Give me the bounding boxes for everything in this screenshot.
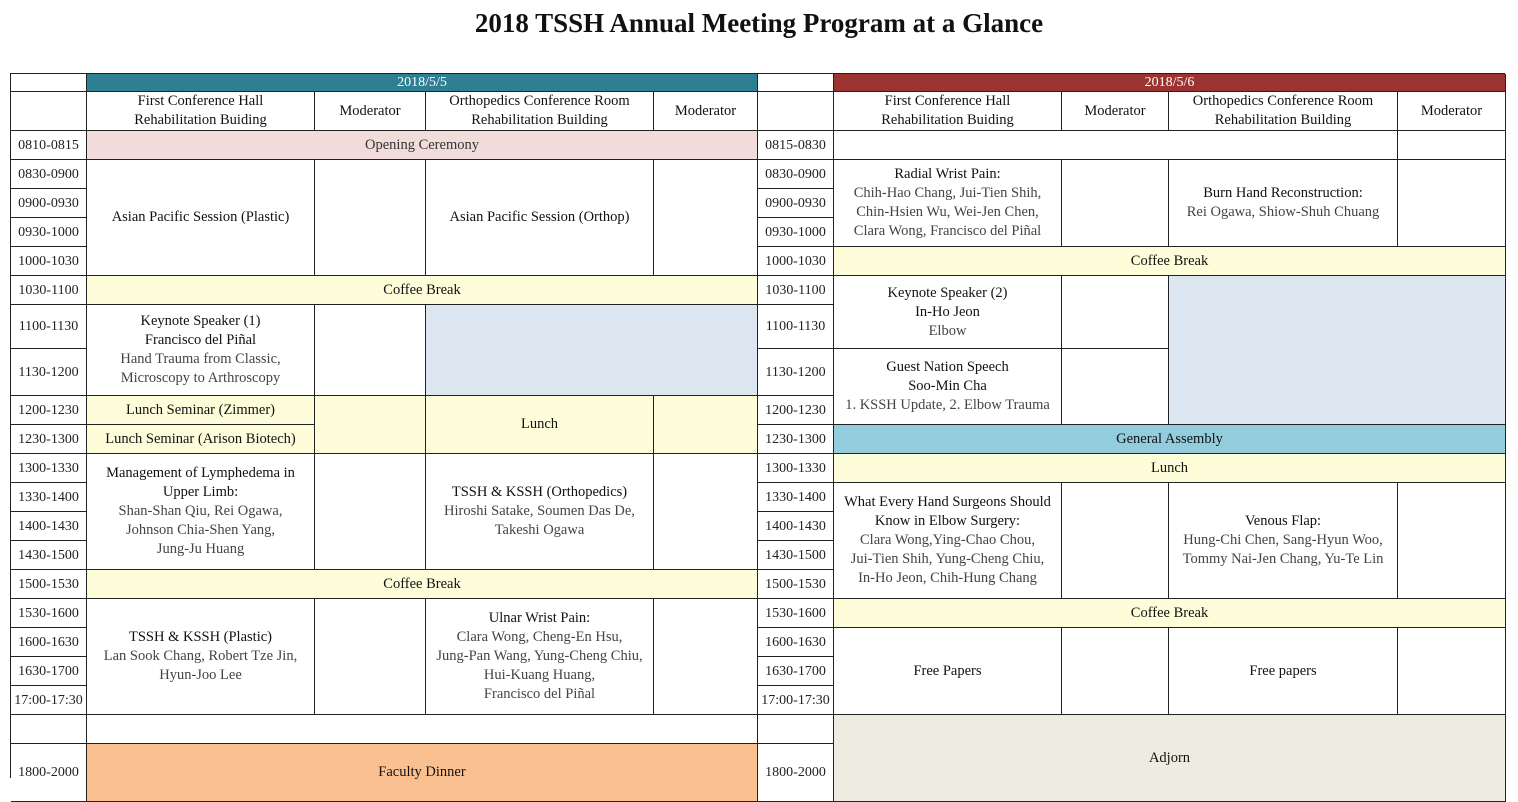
time-slot: 1030-1100 bbox=[11, 276, 87, 305]
speaker-list: Rei Ogawa, Shiow-Shuh Chuang bbox=[1186, 204, 1380, 220]
time-slot: 0900-0930 bbox=[758, 189, 834, 218]
session-title: Venous Flap: bbox=[1244, 513, 1322, 529]
time-slot: 1130-1200 bbox=[758, 349, 834, 396]
session-title: Know in Elbow Surgery: bbox=[874, 513, 1021, 529]
speaker-list: Lan Sook Chang, Robert Tze Jin, bbox=[103, 648, 298, 664]
moderator-cell bbox=[315, 305, 426, 396]
empty-row bbox=[834, 131, 1398, 160]
tssh-kssh-plastic bbox=[87, 599, 315, 715]
tssh-kssh-orthopedics bbox=[426, 454, 654, 570]
blank-block bbox=[1169, 276, 1506, 425]
time-slot: 1200-1230 bbox=[758, 396, 834, 425]
coffee-break: Coffee Break bbox=[87, 570, 758, 599]
time-slot: 1100-1130 bbox=[11, 305, 87, 349]
day2-hall-a-header bbox=[834, 92, 1062, 131]
lunch-seminar-zimmer: Lunch Seminar (Zimmer) bbox=[87, 396, 315, 425]
lunch-seminar-arison: Lunch Seminar (Arison Biotech) bbox=[87, 425, 315, 454]
day1-hall-b-header bbox=[426, 92, 654, 131]
keynote-speaker-1 bbox=[87, 305, 315, 396]
moderator-cell bbox=[654, 396, 758, 454]
speaker-list: Clara Wong,Ying-Chao Chou, bbox=[860, 532, 1035, 548]
speaker-list: Chin-Hsien Wu, Wei-Jen Chen, bbox=[856, 204, 1039, 220]
moderator-cell bbox=[1062, 483, 1169, 599]
empty-cell bbox=[11, 92, 87, 131]
empty-cell bbox=[11, 74, 87, 92]
keynote-speaker-2 bbox=[834, 276, 1062, 349]
speaker-list: Hui-Kuang Huang, bbox=[483, 667, 596, 683]
moderator-cell bbox=[1062, 628, 1169, 715]
time-slot: 1600-1630 bbox=[11, 628, 87, 657]
time-slot: 1500-1530 bbox=[758, 570, 834, 599]
time-slot: 1200-1230 bbox=[11, 396, 87, 425]
page-title: 2018 TSSH Annual Meeting Program at a Glance bbox=[474, 8, 1044, 38]
moderator-cell bbox=[654, 160, 758, 276]
time-slot: 1400-1430 bbox=[758, 512, 834, 541]
speaker-name: In-Ho Jeon bbox=[915, 303, 980, 320]
session-title: Burn Hand Reconstruction: bbox=[1203, 185, 1363, 201]
speaker-list: Jui-Tien Shih, Yung-Cheng Chiu, bbox=[850, 551, 1045, 567]
session-title: Upper Limb: bbox=[162, 484, 239, 500]
day2-moderator-b-header: Moderator bbox=[1398, 92, 1506, 131]
moderator-cell bbox=[1398, 160, 1506, 247]
session-title: Radial Wrist Pain: bbox=[894, 166, 1001, 182]
time-slot: 1530-1600 bbox=[758, 599, 834, 628]
day2-moderator-a-header: Moderator bbox=[1062, 92, 1169, 131]
time-slot: 1600-1630 bbox=[758, 628, 834, 657]
venous-flap bbox=[1169, 483, 1398, 599]
speaker-list: Hung-Chi Chen, Sang-Hyun Woo, bbox=[1183, 532, 1383, 548]
talk-title: 1. KSSH Update, 2. Elbow Trauma bbox=[845, 397, 1050, 413]
time-slot: 1800-2000 bbox=[758, 744, 834, 802]
speaker-list: Hiroshi Satake, Soumen Das De, bbox=[444, 503, 635, 519]
asian-pacific-orthop: Asian Pacific Session (Orthop) bbox=[426, 160, 654, 276]
time-slot: 0830-0900 bbox=[11, 160, 87, 189]
coffee-break: Coffee Break bbox=[87, 276, 758, 305]
speaker-list: Takeshi Ogawa bbox=[494, 522, 585, 538]
moderator-cell bbox=[315, 454, 426, 570]
session-title: TSSH & KSSH (Plastic) bbox=[128, 629, 272, 645]
day1-moderator-b-header: Moderator bbox=[654, 92, 758, 131]
time-slot: 1330-1400 bbox=[11, 483, 87, 512]
time-slot: 1430-1500 bbox=[11, 541, 87, 570]
session-title: Ulnar Wrist Pain: bbox=[488, 610, 591, 626]
speaker-list: Clara Wong, Cheng-En Hsu, bbox=[456, 629, 623, 645]
time-slot: 1130-1200 bbox=[11, 349, 87, 396]
hall-building: Rehabilitation Building bbox=[1214, 112, 1352, 128]
empty-cell bbox=[758, 92, 834, 131]
faculty-dinner: Faculty Dinner bbox=[87, 744, 758, 802]
hall-building: Rehabilitation Buiding bbox=[881, 112, 1014, 128]
talk-title: Microscopy to Arthroscopy bbox=[120, 370, 281, 386]
time-slot: 0930-1000 bbox=[758, 218, 834, 247]
session-title: What Every Hand Surgeons Should bbox=[844, 494, 1051, 510]
time-slot: 1630-1700 bbox=[758, 657, 834, 686]
moderator-cell bbox=[1398, 628, 1506, 715]
general-assembly: General Assembly bbox=[834, 425, 1506, 454]
time-slot: 0900-0930 bbox=[11, 189, 87, 218]
time-slot: 1000-1030 bbox=[11, 247, 87, 276]
radial-wrist-pain bbox=[834, 160, 1062, 247]
speaker-list: Jung-Ju Huang bbox=[156, 541, 245, 557]
time-slot: 1430-1500 bbox=[758, 541, 834, 570]
blank-block bbox=[426, 305, 758, 396]
asian-pacific-plastic: Asian Pacific Session (Plastic) bbox=[87, 160, 315, 276]
speaker-list: Francisco del Piñal bbox=[483, 686, 596, 702]
empty-time-slot bbox=[758, 715, 834, 744]
speaker-list: Shan-Shan Qiu, Rei Ogawa, bbox=[118, 503, 283, 519]
day1-moderator-a-header: Moderator bbox=[315, 92, 426, 131]
session-title: Guest Nation Speech bbox=[886, 359, 1009, 375]
ulnar-wrist-pain bbox=[426, 599, 654, 715]
hall-building: Rehabilitation Building bbox=[471, 112, 608, 128]
time-slot: 1530-1600 bbox=[11, 599, 87, 628]
speaker-list: Jung-Pan Wang, Yung-Cheng Chiu, bbox=[436, 648, 643, 664]
time-slot: 1330-1400 bbox=[758, 483, 834, 512]
lunch: Lunch bbox=[426, 396, 654, 454]
moderator-cell bbox=[1062, 349, 1169, 425]
time-slot: 1630-1700 bbox=[11, 657, 87, 686]
time-slot: 0815-0830 bbox=[758, 131, 834, 160]
moderator-cell bbox=[315, 599, 426, 715]
hall-building: Rehabilitation Buiding bbox=[134, 112, 267, 128]
day1-date-header: 2018/5/5 bbox=[87, 74, 758, 92]
time-slot: 0830-0900 bbox=[758, 160, 834, 189]
empty-cell bbox=[758, 74, 834, 92]
speaker-list: Chih-Hao Chang, Jui-Tien Shih, bbox=[853, 185, 1042, 201]
lunch: Lunch bbox=[834, 454, 1506, 483]
session-title: Keynote Speaker (1) bbox=[140, 313, 261, 329]
burn-hand-reconstruction bbox=[1169, 160, 1398, 247]
speaker-list: Hyun-Joo Lee bbox=[159, 667, 242, 683]
time-slot: 1300-1330 bbox=[11, 454, 87, 483]
free-papers-hall-a: Free Papers bbox=[834, 628, 1062, 715]
free-papers-hall-b: Free papers bbox=[1169, 628, 1398, 715]
moderator-cell bbox=[654, 454, 758, 570]
speaker-name: Francisco del Piñal bbox=[144, 332, 257, 348]
time-slot: 1300-1330 bbox=[758, 454, 834, 483]
day2-date-header: 2018/5/6 bbox=[834, 74, 1506, 92]
time-slot: 1000-1030 bbox=[758, 247, 834, 276]
guest-nation-speech bbox=[834, 349, 1062, 425]
time-slot: 1030-1100 bbox=[758, 276, 834, 305]
session-title: Management of Lymphedema in bbox=[106, 465, 295, 481]
time-slot: 17:00-17:30 bbox=[758, 686, 834, 715]
speaker-list: Johnson Chia-Shen Yang, bbox=[125, 522, 276, 538]
time-slot: 1500-1530 bbox=[11, 570, 87, 599]
opening-ceremony: Opening Ceremony bbox=[87, 131, 758, 160]
time-slot: 1100-1130 bbox=[758, 305, 834, 349]
hall-name: First Conference Hall bbox=[884, 93, 1011, 109]
elbow-surgery-session bbox=[834, 483, 1062, 599]
talk-title: Elbow bbox=[928, 322, 967, 339]
empty-row bbox=[87, 715, 758, 744]
speaker-list: Tommy Nai-Jen Chang, Yu-Te Lin bbox=[1182, 551, 1384, 567]
speaker-list: In-Ho Jeon, Chih-Hung Chang bbox=[858, 570, 1037, 586]
moderator-cell bbox=[1062, 160, 1169, 247]
time-slot: 1400-1430 bbox=[11, 512, 87, 541]
session-title: TSSH & KSSH (Orthopedics) bbox=[451, 484, 628, 500]
moderator-cell bbox=[315, 396, 426, 454]
time-slot: 1800-2000 bbox=[11, 744, 87, 802]
speaker-list: Clara Wong, Francisco del Piñal bbox=[853, 223, 1042, 239]
lymphedema-session bbox=[87, 454, 315, 570]
moderator-cell bbox=[1398, 131, 1506, 160]
time-slot: 1230-1300 bbox=[758, 425, 834, 454]
time-slot: 1230-1300 bbox=[11, 425, 87, 454]
session-title: Keynote Speaker (2) bbox=[887, 284, 1008, 301]
time-slot: 17:00-17:30 bbox=[11, 686, 87, 715]
day1-hall-a-header bbox=[87, 92, 315, 131]
time-slot: 0930-1000 bbox=[11, 218, 87, 247]
time-slot: 0810-0815 bbox=[11, 131, 87, 160]
program-table bbox=[10, 73, 1505, 778]
day2-hall-b-header bbox=[1169, 92, 1398, 131]
moderator-cell bbox=[654, 599, 758, 715]
hall-name: Orthopedics Conference Room bbox=[449, 93, 630, 109]
talk-title: Hand Trauma from Classic, bbox=[120, 351, 281, 367]
coffee-break: Coffee Break bbox=[834, 599, 1506, 628]
moderator-cell bbox=[315, 160, 426, 276]
adjorn: Adjorn bbox=[834, 715, 1506, 802]
hall-name: Orthopedics Conference Room bbox=[1192, 93, 1374, 109]
speaker-name: Soo-Min Cha bbox=[908, 378, 987, 394]
hall-name: First Conference Hall bbox=[137, 93, 264, 109]
moderator-cell bbox=[1062, 276, 1169, 349]
moderator-cell bbox=[1398, 483, 1506, 599]
empty-time-slot bbox=[11, 715, 87, 744]
coffee-break: Coffee Break bbox=[834, 247, 1506, 276]
